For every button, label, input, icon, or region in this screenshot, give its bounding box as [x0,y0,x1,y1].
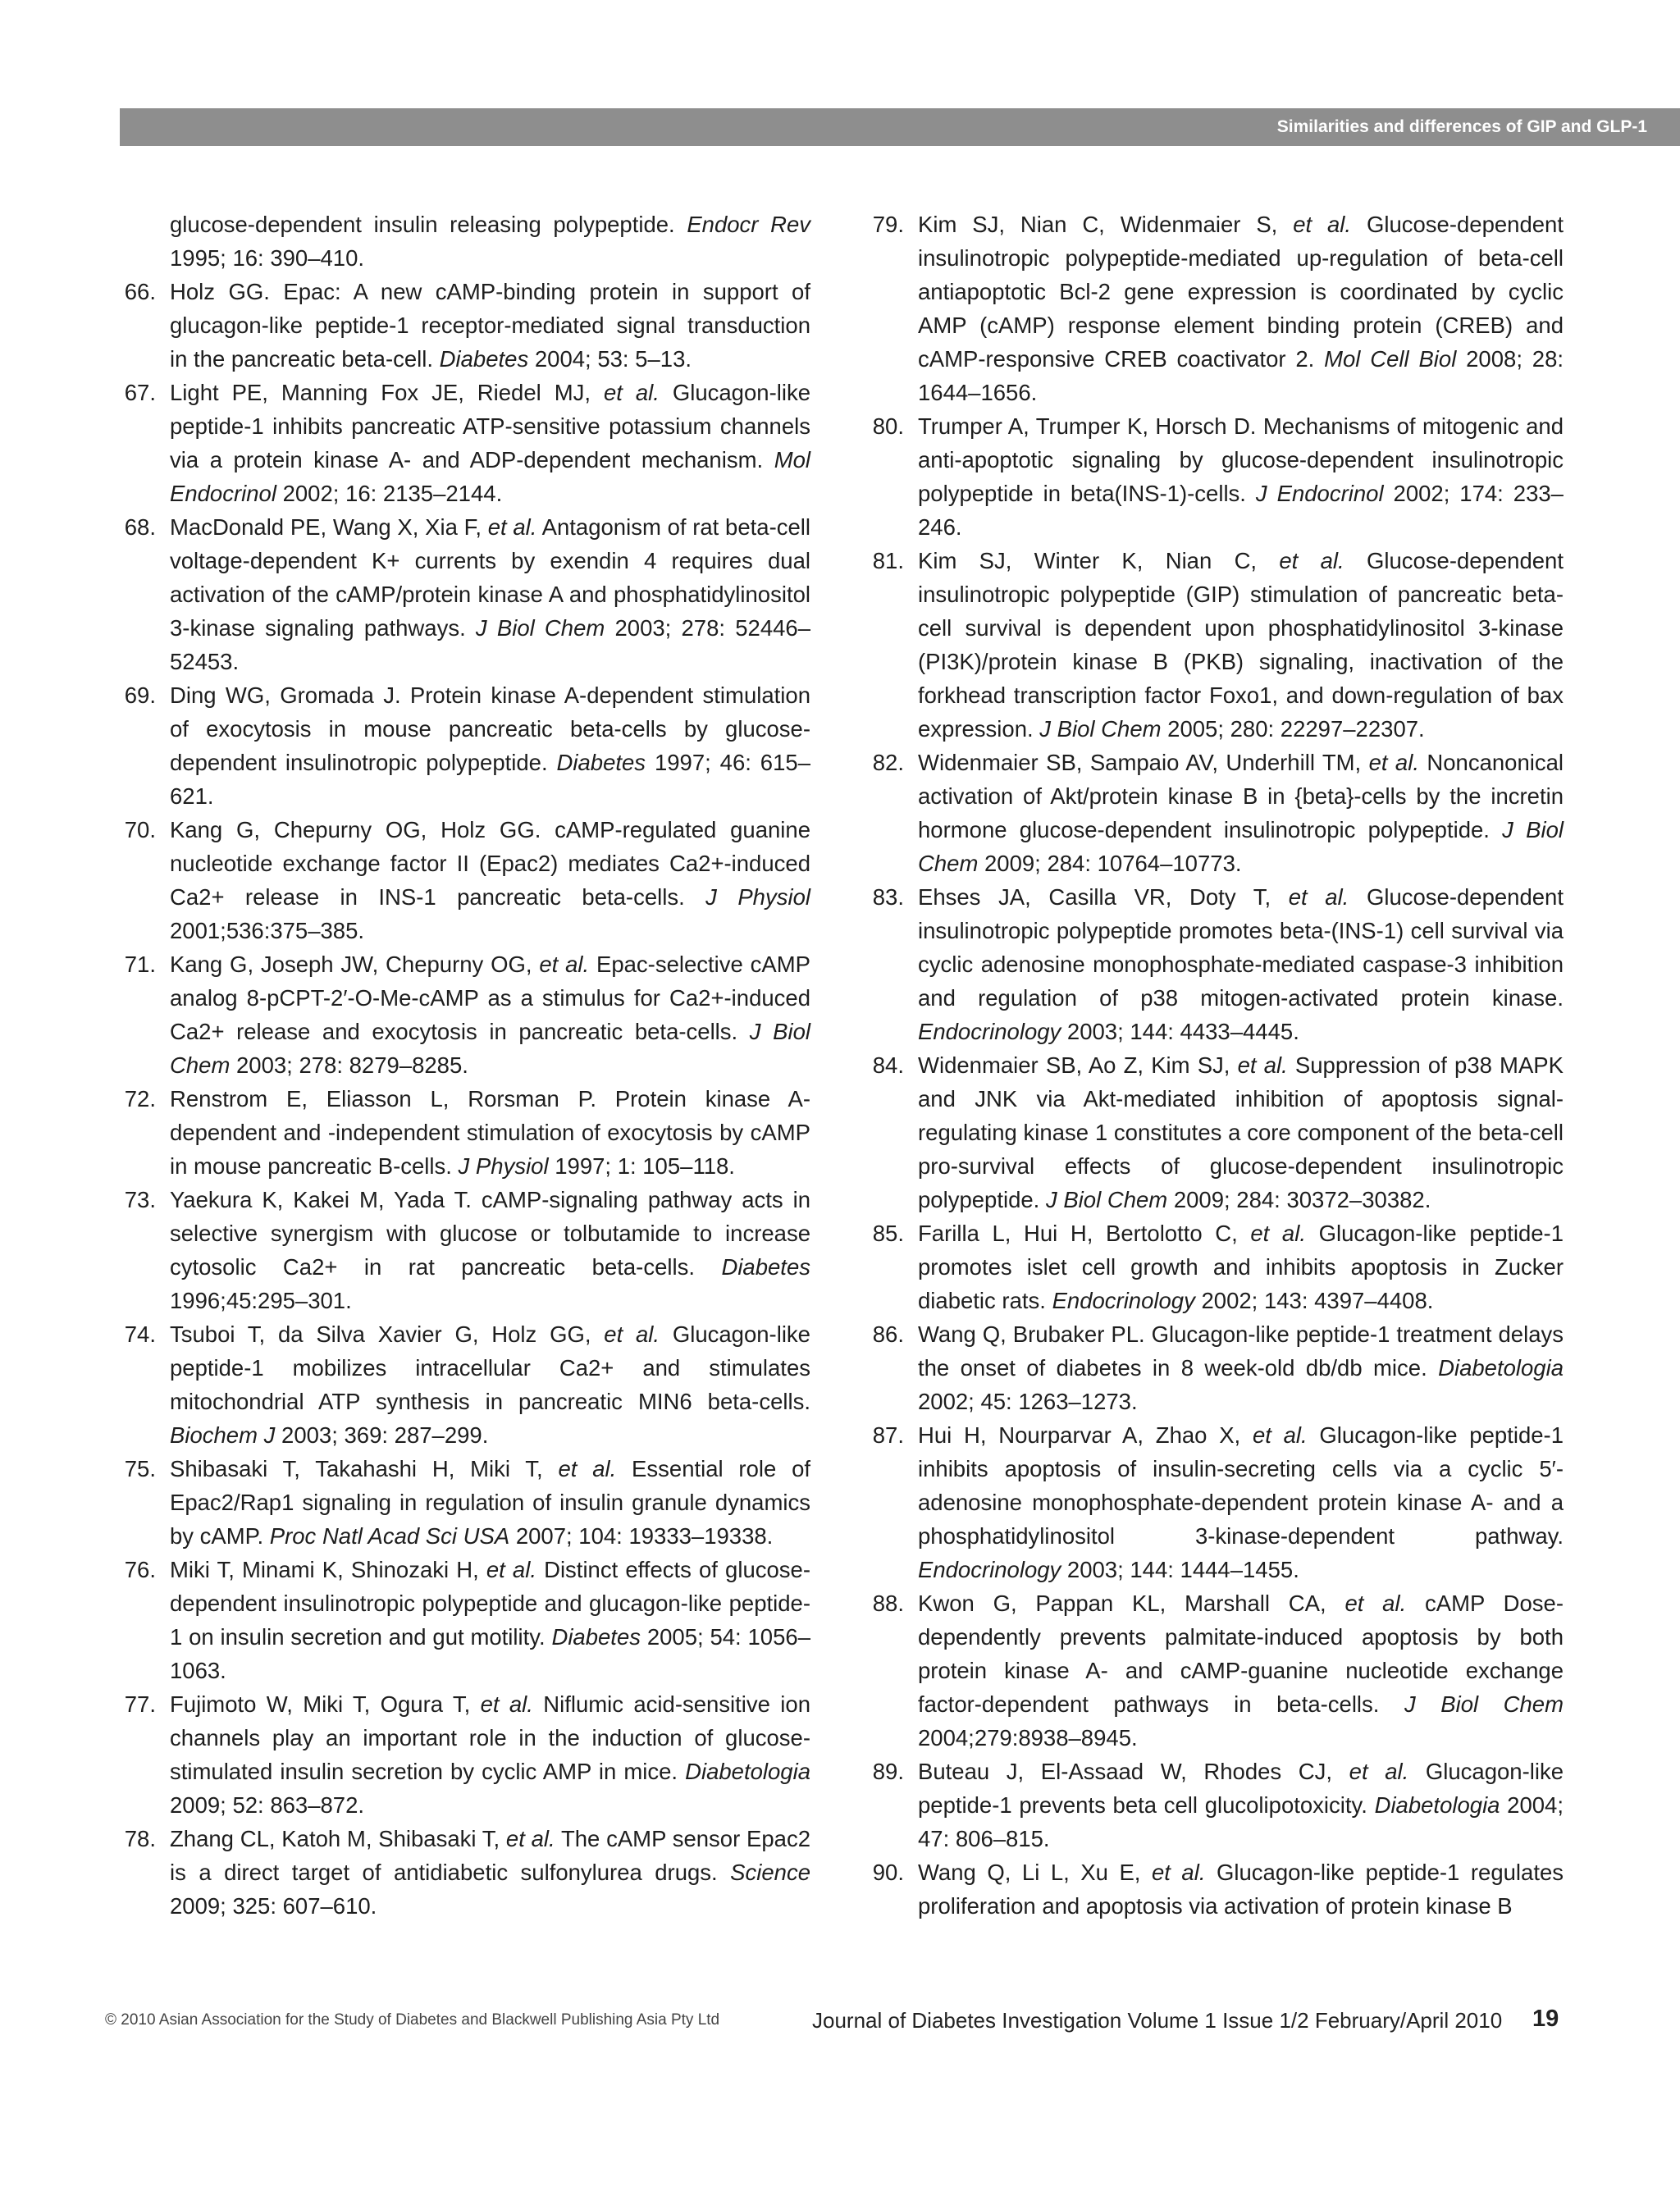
reference-text: Wang Q, Li L, Xu E, et al. Glucagon-like peptide-1 regulates proliferation and apoptosis via activation of protein kinase B [918,1860,1564,1919]
reference-item [853,746,1564,880]
reference-text: glucose-dependent insulin releasing polypeptide. Endocr Rev 1995; 16: 390–410. [170,212,810,271]
reference-text: Light PE, Manning Fox JE, Riedel MJ, et al. Glucagon-like peptide-1 inhibits pancreatic ATP-sensitive potassium channels via a protein kinase A- and ADP-dependent mechanism. Mol Endocrinol 2002; 16: 2135–2144. [170,380,810,506]
reference-text: Ding WG, Gromada J. Protein kinase A-dependent stimulation of exocytosis in mouse pancreatic beta-cells by glucose-dependent insulinotropic polypeptide. Diabetes 1997; 46: 615–621. [170,682,810,809]
reference-text: Fujimoto W, Miki T, Ogura T, et al. Niflumic acid-sensitive ion channels play an important role in the induction of glucose-stimulated insulin secretion by cyclic AMP in mice. Diabetologia 2009; 52: 863–872. [170,1691,810,1818]
reference-item [105,1452,810,1553]
reference-text: Widenmaier SB, Sampaio AV, Underhill TM, et al. Noncanonical activation of Akt/protein kinase B in {beta}-cells by the incretin hormone glucose-dependent insulinotropic polypeptide. J Biol Chem 2009; 284: 10764–10773. [918,750,1564,876]
reference-item [853,1418,1564,1586]
reference-text: Wang Q, Brubaker PL. Glucagon-like peptide-1 treatment delays the onset of diabetes in 8 week-old db/db mice. Diabetologia 2002; 45: 1263–1273. [918,1321,1564,1414]
reference-number: 69. [124,682,156,708]
reference-number: 77. [124,1691,156,1717]
reference-item [105,813,810,947]
reference-item [853,1755,1564,1855]
reference-number: 81. [872,548,904,573]
running-header-band [120,108,1680,146]
references-column-left [105,208,810,1923]
reference-number: 74. [124,1321,156,1347]
reference-text: Farilla L, Hui H, Bertolotto C, et al. Glucagon-like peptide-1 promotes islet cell growth and inhibits apoptosis in Zucker diabetic rats. Endocrinology 2002; 143: 4397–4408. [918,1221,1564,1313]
footer-copyright: © 2010 Asian Association for the Study of Diabetes and Blackwell Publishing Asia Pty Ltd [105,2011,720,2029]
reference-number: 71. [124,952,156,977]
reference-text: Kim SJ, Nian C, Widenmaier S, et al. Glucose-dependent insulinotropic polypeptide-mediated up-regulation of beta-cell antiapoptotic Bcl-2 gene expression is coordinated by cyclic AMP (cAMP) response element binding protein (CREB) and cAMP-responsive CREB coactivator 2. Mol Cell Biol 2008; 28: 1644–1656. [918,212,1564,405]
reference-number: 75. [124,1456,156,1481]
reference-text: MacDonald PE, Wang X, Xia F, et al. Antagonism of rat beta-cell voltage-dependent K+ currents by exendin 4 requires dual activation of the cAMP/protein kinase A and phosphatidylinositol 3-kinase signaling pathways. J Biol Chem 2003; 278: 52446–52453. [170,514,811,674]
reference-text: Trumper A, Trumper K, Horsch D. Mechanisms of mitogenic and anti-apoptotic signaling by glucose-dependent insulinotropic polypeptide in beta(INS-1)-cells. J Endocrinol 2002; 174: 233–246. [918,413,1564,540]
reference-item [853,1216,1564,1317]
reference-number: 88. [872,1591,904,1616]
reference-text: Zhang CL, Katoh M, Shibasaki T, et al. The cAMP sensor Epac2 is a direct target of antidiabetic sulfonylurea drugs. Science 2009; 325: 607–610. [170,1826,810,1919]
reference-number: 66. [124,279,156,304]
reference-item [853,208,1564,409]
reference-item [105,510,810,678]
reference-number: 84. [872,1052,904,1078]
reference-item [853,1048,1564,1216]
reference-item [853,1586,1564,1755]
reference-number: 72. [124,1086,156,1111]
reference-item [853,880,1564,1048]
reference-item [105,1687,810,1822]
reference-text: Kang G, Joseph JW, Chepurny OG, et al. Epac-selective cAMP analog 8-pCPT-2′-O-Me-cAMP as a stimulus for Ca2+-induced Ca2+ release and exocytosis in pancreatic beta-cells. J Biol Chem 2003; 278: 8279–8285. [170,952,810,1078]
reference-text: Buteau J, El-Assaad W, Rhodes CJ, et al. Glucagon-like peptide-1 prevents beta cell glucolipotoxicity. Diabetologia 2004; 47: 806–815. [918,1759,1564,1851]
reference-number: 67. [124,380,156,405]
reference-text: Miki T, Minami K, Shinozaki H, et al. Distinct effects of glucose-dependent insulinotropic polypeptide and glucagon-like peptide-1 on insulin secretion and gut motility. Diabetes 2005; 54: 1056–1063. [170,1557,811,1683]
page-number: 19 [1532,2006,1559,2032]
reference-number: 85. [872,1221,904,1246]
reference-item [105,208,810,275]
reference-number: 78. [124,1826,156,1851]
reference-number: 70. [124,817,156,842]
reference-item [105,275,810,376]
reference-number: 89. [872,1759,904,1784]
reference-item [105,947,810,1082]
reference-number: 86. [872,1321,904,1347]
reference-item [105,678,810,813]
reference-item [853,1855,1564,1923]
running-header-title: Similarities and differences of GIP and GLP-1 [1276,117,1647,136]
reference-text: Ehses JA, Casilla VR, Doty T, et al. Glucose-dependent insulinotropic polypeptide promotes beta-(INS-1) cell survival via cyclic adenosine monophosphate-mediated caspase-3 inhibition and regulation of p38 mitogen-activated protein kinase. Endocrinology 2003; 144: 4433–4445. [918,884,1564,1044]
reference-text: Hui H, Nourparvar A, Zhao X, et al. Glucagon-like peptide-1 inhibits apoptosis of insulin-secreting cells via a cyclic 5′-adenosine monophosphate-dependent protein kinase A- and a phosphatidylinositol 3-kinase-dependent pathway. Endocrinology 2003; 144: 1444–1455. [918,1422,1564,1582]
reference-number: 68. [124,514,156,540]
reference-number: 90. [872,1860,904,1885]
reference-number: 87. [872,1422,904,1448]
reference-text: Holz GG. Epac: A new cAMP-binding protein in support of glucagon-like peptide-1 receptor-mediated signal transduction in the pancreatic beta-cell. Diabetes 2004; 53: 5–13. [170,279,810,372]
reference-number: 79. [872,212,904,237]
reference-number: 83. [872,884,904,910]
reference-item [105,376,810,510]
reference-text: Widenmaier SB, Ao Z, Kim SJ, et al. Suppression of p38 MAPK and JNK via Akt-mediated inhibition of apoptosis signal-regulating kinase 1 constitutes a core component of the beta-cell pro-survival effects of glucose-dependent insulinotropic polypeptide. J Biol Chem 2009; 284: 30372–30382. [918,1052,1564,1212]
reference-text: Shibasaki T, Takahashi H, Miki T, et al. Essential role of Epac2/Rap1 signaling in regulation of insulin granule dynamics by cAMP. Proc Natl Acad Sci USA 2007; 104: 19333–19338. [170,1456,811,1549]
reference-item [853,544,1564,746]
reference-number: 73. [124,1187,156,1212]
reference-item [105,1553,810,1687]
reference-item [105,1317,810,1452]
footer-journal-info: Journal of Diabetes Investigation Volume 1 Issue 1/2 February/April 2010 [812,2008,1503,2033]
reference-text: Tsuboi T, da Silva Xavier G, Holz GG, et al. Glucagon-like peptide-1 mobilizes intracellular Ca2+ and stimulates mitochondrial ATP synthesis in pancreatic MIN6 beta-cells. Biochem J 2003; 369: 287–299. [170,1321,810,1448]
reference-text: Kwon G, Pappan KL, Marshall CA, et al. cAMP Dose-dependently prevents palmitate-induced apoptosis by both protein kinase A- and cAMP-guanine nucleotide exchange factor-dependent pathways in beta-cells. J Biol Chem 2004;279:8938–8945. [918,1591,1564,1750]
reference-item [105,1822,810,1923]
reference-number: 76. [124,1557,156,1582]
reference-text: Kang G, Chepurny OG, Holz GG. cAMP-regulated guanine nucleotide exchange factor II (Epac2) mediates Ca2+-induced Ca2+ release in INS-1 pancreatic beta-cells. J Physiol 2001;536:375–385. [170,817,810,943]
reference-text: Renstrom E, Eliasson L, Rorsman P. Protein kinase A-dependent and -independent stimulation of exocytosis by cAMP in mouse pancreatic B-cells. J Physiol 1997; 1: 105–118. [170,1086,810,1179]
reference-text: Kim SJ, Winter K, Nian C, et al. Glucose-dependent insulinotropic polypeptide (GIP) stimulation of pancreatic beta-cell survival is dependent upon phosphatidylinositol 3-kinase (PI3K)/protein kinase B (PKB) signaling, inactivation of the forkhead transcription factor Foxo1, and down-regulation of bax expression. J Biol Chem 2005; 280: 22297–22307. [918,548,1564,742]
reference-text: Yaekura K, Kakei M, Yada T. cAMP-signaling pathway acts in selective synergism with glucose or tolbutamide to increase cytosolic Ca2+ in rat pancreatic beta-cells. Diabetes 1996;45:295–301. [170,1187,810,1313]
reference-item [105,1082,810,1183]
reference-item [853,409,1564,544]
reference-item [853,1317,1564,1418]
reference-number: 80. [872,413,904,439]
reference-item [105,1183,810,1317]
reference-number: 82. [872,750,904,775]
references-column-right [853,208,1564,1923]
